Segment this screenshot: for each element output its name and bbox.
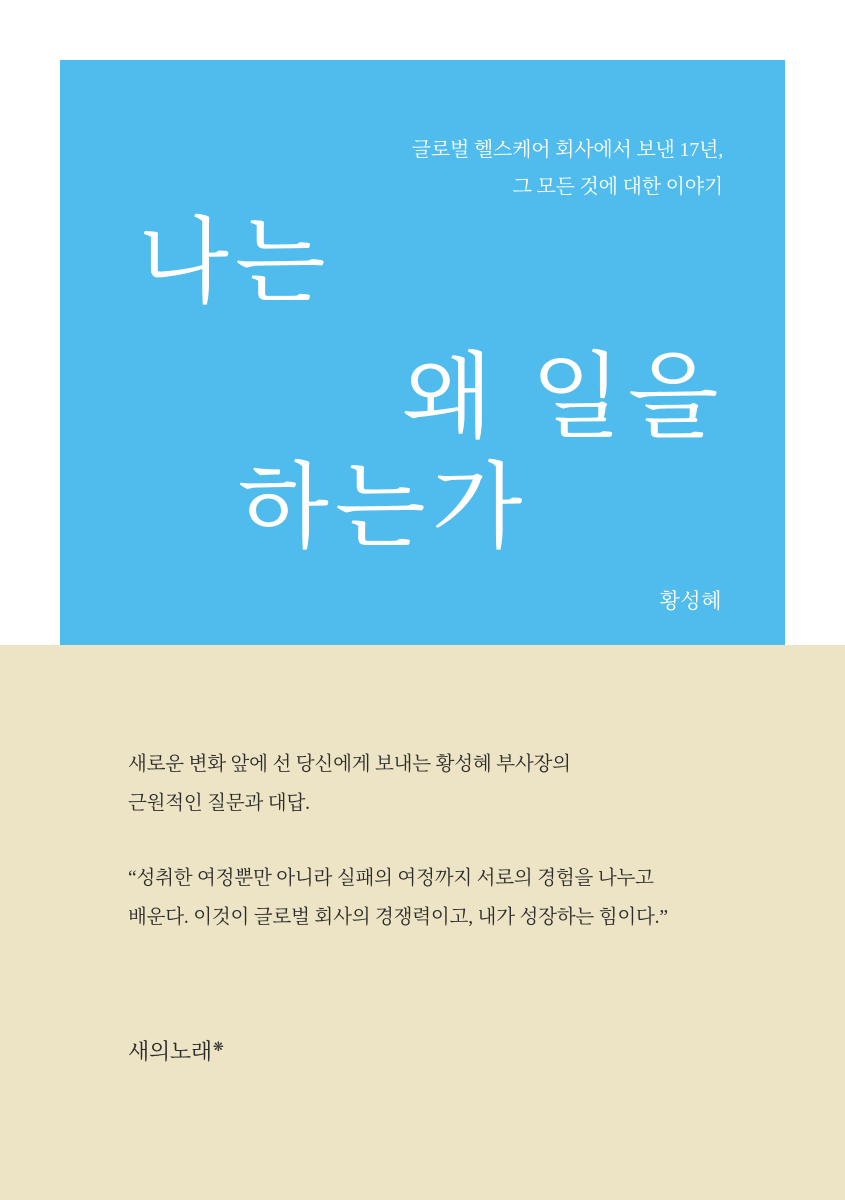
blurb-p2-line-2: 배운다. 이것이 글로벌 회사의 경쟁력이고, 내가 성장하는 힘이다.”: [128, 907, 668, 928]
cover-subtitle-line-1: 글로벌 헬스케어 회사에서 보낸 17년,: [411, 139, 723, 161]
blurb-paragraph-spacer: [128, 823, 728, 859]
cover-subtitle: [412, 132, 723, 206]
blurb-paragraph-2: [128, 859, 728, 937]
cover-title-word-1: 나는: [138, 209, 332, 314]
blurb-paragraph-1: [128, 745, 728, 823]
cover-subtitle-line-2: 그 모든 것에 대한 이야기: [512, 176, 723, 198]
blurb-p1-line-1: 새로운 변화 앞에 선 당신에게 보내는 황성혜 부사장의: [128, 754, 571, 775]
publisher-name: 새의노래: [128, 1039, 212, 1064]
cover-author-name: 황성혜: [659, 589, 722, 613]
publisher-logo: [128, 1035, 223, 1066]
cover-title-word-3: 하는가: [238, 454, 529, 559]
cover-title-word-2: 왜 일을: [402, 344, 725, 449]
blurb-p2-line-1: “성취한 여정뿐만 아니라 실패의 여정까지 서로의 경험을 나누고: [128, 868, 654, 889]
blurb-p1-line-2: 근원적인 질문과 대답.: [128, 793, 310, 814]
back-cover-blurb: [128, 745, 728, 937]
book-cover-panel: [60, 60, 785, 645]
publisher-mark-icon: ❋: [212, 1038, 224, 1054]
